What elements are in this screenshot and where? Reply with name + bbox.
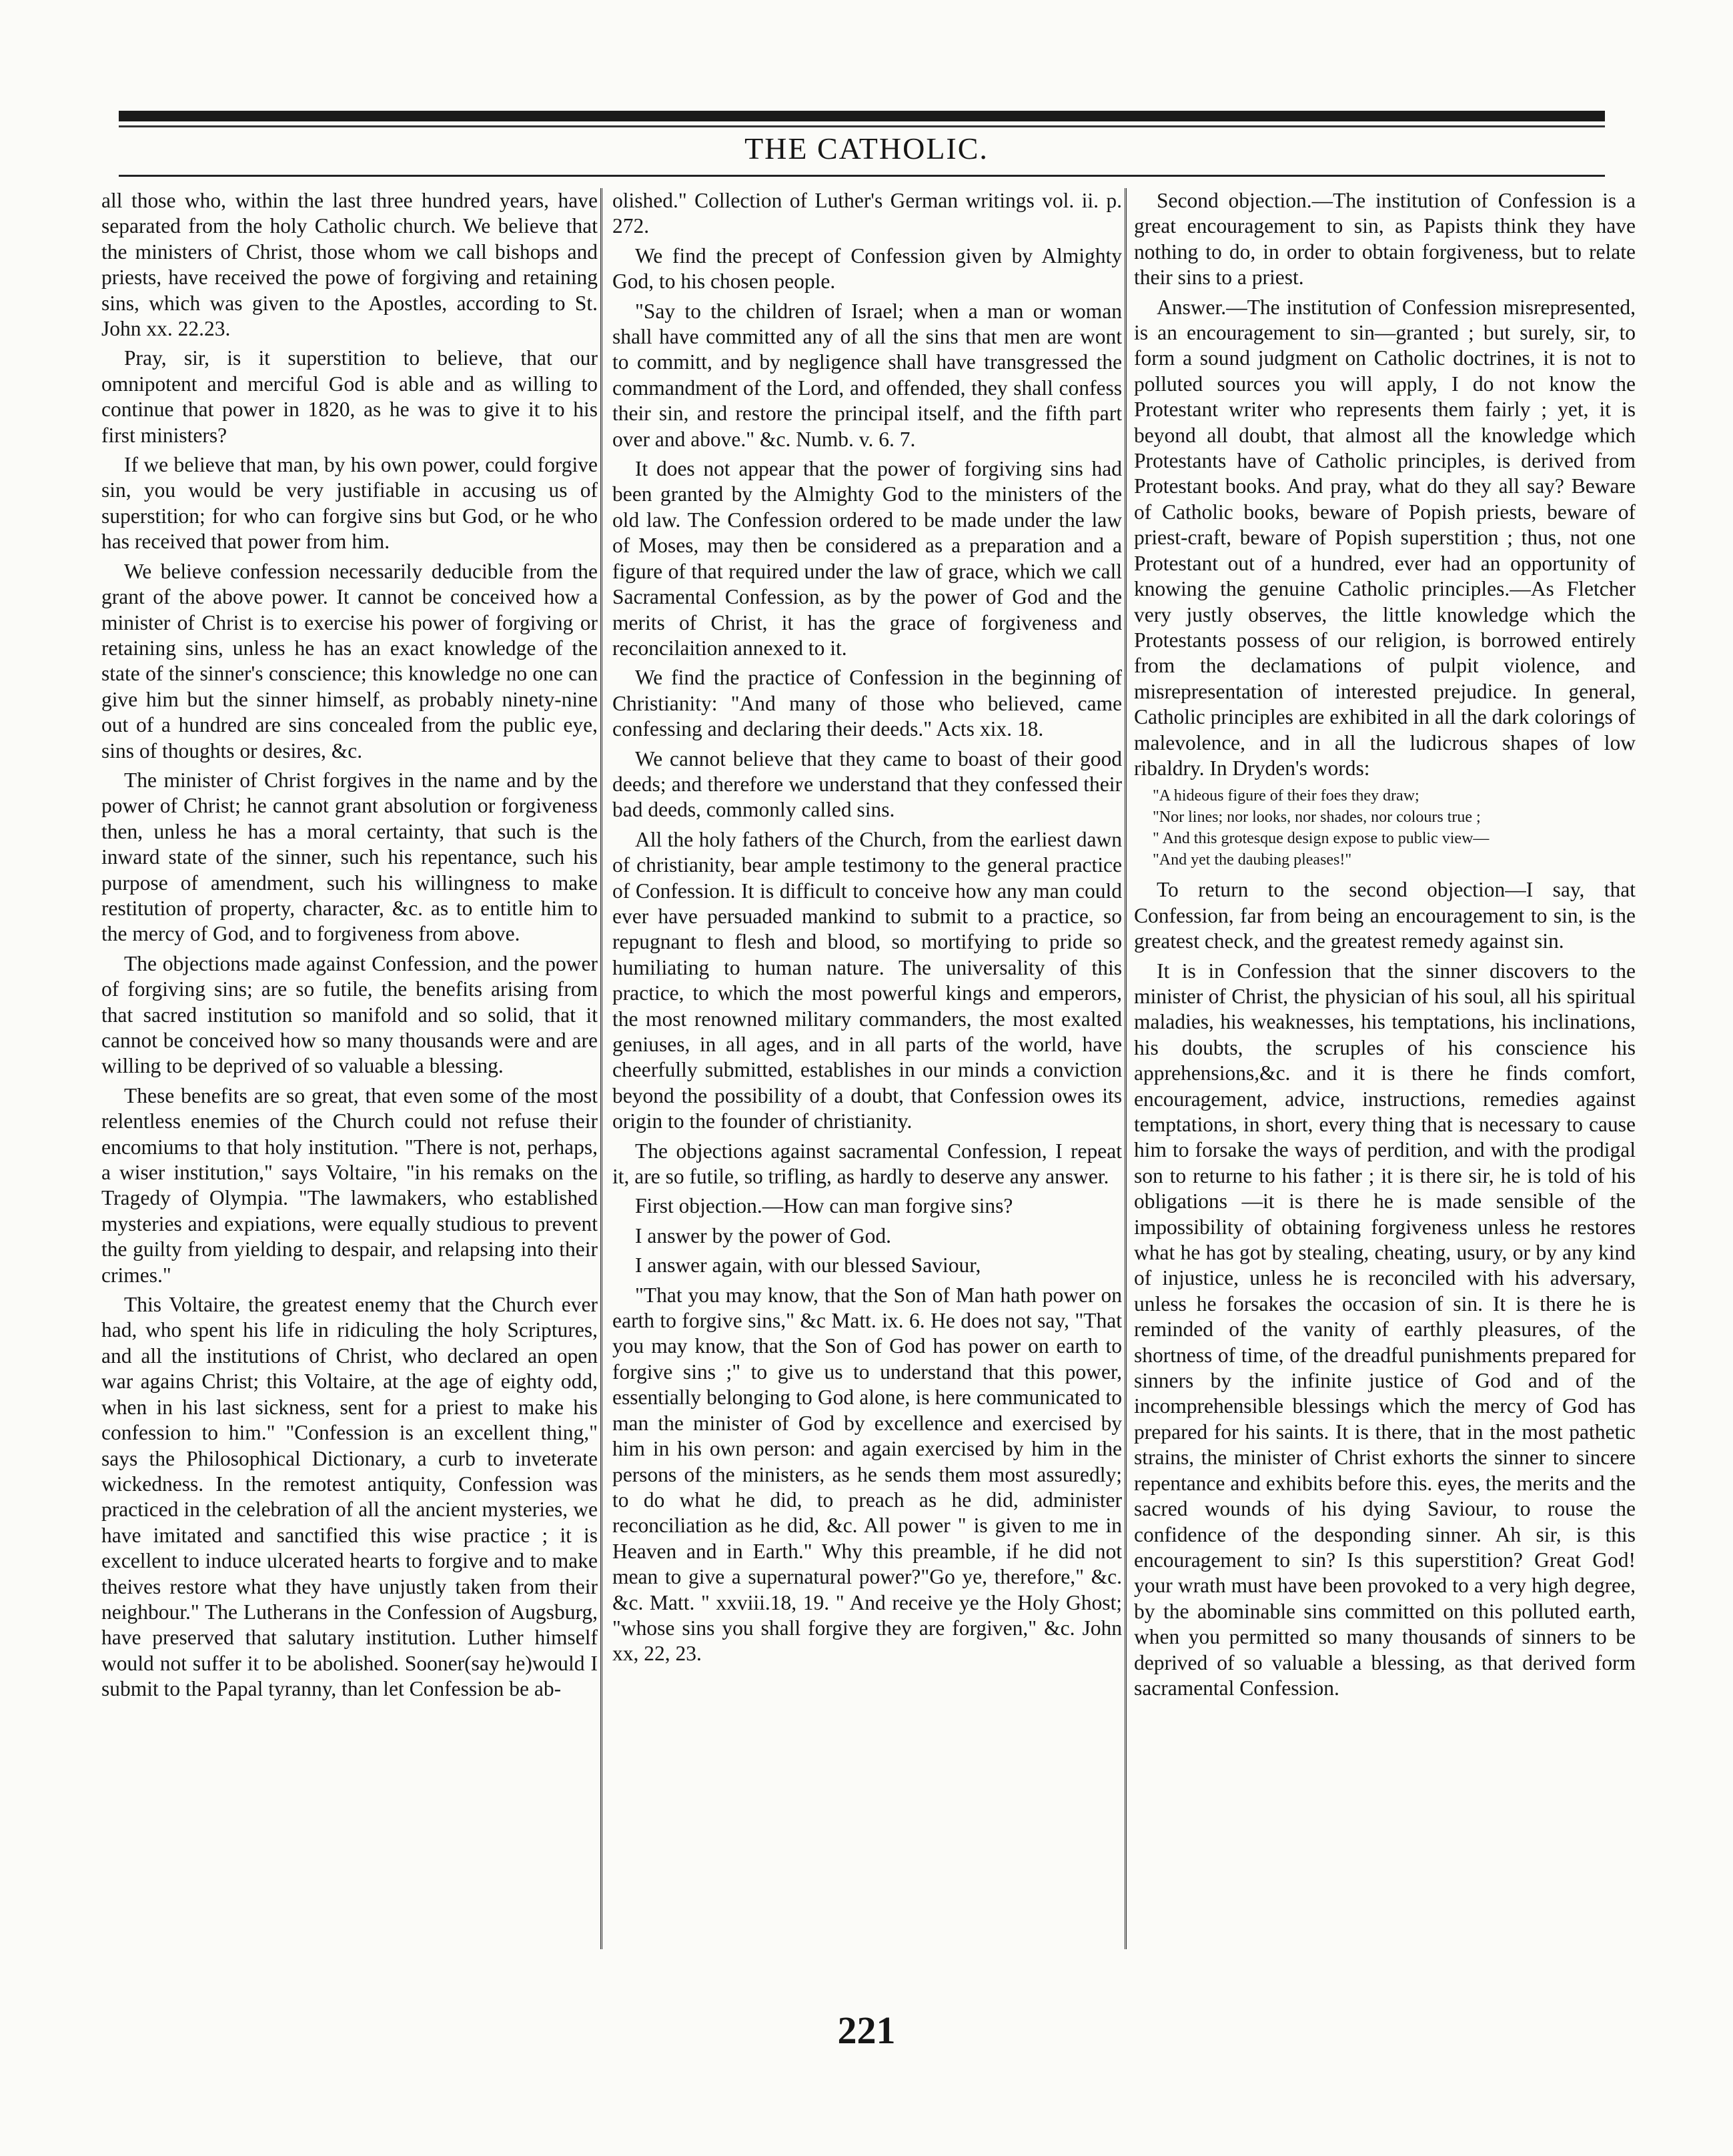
column-1 [101, 188, 598, 1956]
paragraph: It does not appear that the power of forgiving sins had been granted by the Almighty God to the ministers of the old law. The Confession ordered to be made under the law of Moses, may then be considered as a preparation and a figure of that required under the law of grace, which we call Sacramental Confession, as by the power of God and the merits of Christ, it has the grace of forgiveness and reconcilaition annexed to it. [612, 457, 1122, 660]
paragraph: I answer by the power of God. [635, 1223, 892, 1247]
quote-line: "A hideous figure of their foes they draw; [1153, 787, 1419, 805]
column-2 [612, 188, 1122, 1956]
paragraph: The objections made against Confession, and the power of forgiving sins; are so futile, the benefits arising from that sacred institution so manifold and so solid, that it cannot be conceived how so many thousands were and are willing to be deprived of so valuable a blessing. [101, 951, 598, 1078]
column-divider [600, 188, 605, 1949]
paragraph: "That you may know, that the Son of Man hath power on earth to forgive sins," &c Matt. ix. 6. He does not say, "That you may know, that the Son of God has power on earth to forgive sins ;" to give us to understand that this power, essentially belonging to God alone, is here communicated to man the minister of God by excellence and exercised by him in his own person: and again exercised by him in the persons of the ministers, as he sends them most assuredly; to do what he did, to preach as he did, administer reconciliation as he did, &c. All power " is given to me in Heaven and in Earth." Why this preamble, if he did not mean to give a supernatural power?"Go ye, therefore," &c. &c. Matt. " xxviii.18, 19. " And receive ye the Holy Ghost; "whose sins you shall forgive they are forgiven," &c. John xx, 22, 23. [612, 1283, 1122, 1666]
top-thin-rule [119, 125, 1605, 127]
header-rule [119, 175, 1605, 177]
paragraph: Pray, sir, is it superstition to believe, that our omnipotent and merciful God is able and as willing to continue that power in 1820, as he was to give it to his first ministers? [101, 346, 598, 447]
paragraph: This Voltaire, the greatest enemy that the Church ever had, who spent his life in ridiculing the holy Scriptures, and all the institutions of Christ, who declared an open war agains Christ; this Voltaire, at the age of eighty odd, when in his last sickness, sent for a priest to make his confession to him." "Confession is an excellent thing," says the Philosophical Dictionary, a curb to inveterate wickedness. In the remotest antiquity, Confession was practiced in the celebration of all the ancient mysteries, we have imitated and sanctified this wise practice ; it is excellent to induce ulcerated hearts to forgive and to make theives restore what they have unjustly taken from their neighbour." The Lutherans in the Confession of Augsburg, have preserved that salutary institution. Luther himself would not suffer it to be abolished. Sooner(say he)would I submit to the Papal tyranny, than let Confession be ab- [101, 1293, 598, 1701]
paragraph: We cannot believe that they came to boast of their good deeds; and therefore we understand that they confessed their bad deeds, commonly called sins. [612, 746, 1122, 822]
masthead-title: THE CATHOLIC. [744, 131, 989, 165]
paragraph: To return to the second objection—I say, that Confession, far from being an encouragement to sin, is the greatest check, and the greatest remedy against sin. [1134, 878, 1636, 953]
column-divider [1125, 188, 1129, 1949]
paragraph: We believe confession necessarily deducible from the grant of the above power. It cannot be conceived how a minister of Christ is to exercise his power of forgiving or retaining sins, unless he has an exact knowledge of the state of the sinner's conscience; this knowledge no one can give him but the sinner himself, as probably ninety-nine out of a hundred are sins concealed from the public eye, sins of thoughts or desires, &c. [101, 559, 598, 762]
quote-line: "Nor lines; nor looks, nor shades, nor colours true ; [1153, 808, 1481, 827]
paragraph: First objection.—How can man forgive sins? [635, 1194, 1013, 1218]
paragraph: The minister of Christ forgives in the name and by the power of Christ; he cannot grant absolution or forgiveness then, unless he has a moral certainty, that such is the inward state of the sinner, such his repentance, such his purpose of amendment, such his willingness to make restitution of property, character, &c. as to entitle him to the mercy of God, and to forgiveness from above. [101, 768, 598, 946]
quote-line: "And yet the daubing pleases!" [1153, 851, 1352, 869]
paragraph: All the holy fathers of the Church, from the earliest dawn of christianity, bear ample testimony to the general practice of Confession. It is difficult to conceive how any man could ever have persuaded mankind to submit to a practice, so repugnant to flesh and blood, so mortifying to pride so humiliating to human nature. The universality of this practice, to which the most powerful kings and emperors, the most renowned military commanders, the most exalted geniuses, in all ages, and in all parts of the world, have cheerfully submitted, establishes in our minds a conviction beyond the possibility of a doubt, that Confession owes its origin to the founder of christianity. [612, 827, 1122, 1133]
paragraph: These benefits are so great, that even some of the most relentless enemies of the Church could not refuse their encomiums to that holy institution. "There is not, perhaps, a wiser institution," says Voltaire, "in his remaks on the Tragedy of Olympia. "The lawmakers, who established mysteries and expiations, were equally studious to prevent the guilty from yielding to despair, and relapsing into their crimes." [101, 1083, 598, 1287]
paragraph: Second objection.—The institution of Confession is a great encouragement to sin, as Papists think they have nothing to do, in order to obtain forgiveness, but to relate their sins to a priest. [1134, 189, 1636, 290]
paragraph: It is in Confession that the sinner discovers to the minister of Christ, the physician of his soul, all his spiritual maladies, his weaknesses, his temptations, his inclinations, his doubts, the scruples of his conscience his apprehensions,&c. and it is there he finds comfort, encouragement, advice, instructions, remedies against temptations, in short, every thing that is necessary to cause him to forsake the ways of perdition, and with the prodigal son to returne to his father ; it is there sir, he is told of his obligations —it is there he is made sensible of the impossibility of obtaining forgiveness unless he restores what he has got by stealing, cheating, usury, or by any kind of injustice, unless he is reconciled with his adversary, unless he forsakes the occasion of sin. It is there he is reminded of the vanity of earthly pleasures, of the shortness of time, of the dreadful punishments prepared for sinners by the infinite justice of God and of the incomprehensible blessings which the mercy of God has prepared for his saints. It is there, that in the most pathetic strains, the minister of Christ exhorts the sinner to sincere repentance and exhibits before this. eyes, the merits and the sacred wounds of his dying Saviour, to rouse the confidence of the desponding sinner. Ah sir, is this encouragement to sin? Is this superstition? Great God! your wrath must have been provoked to a very high degree, by the abominable sins committed on this polluted earth, when you permitted so many thousands of sinners to be deprived of so valuable a blessing, as that derived form sacramental Confession. [1134, 959, 1636, 1700]
paragraph: olished." Collection of Luther's German writings vol. ii. p. 272. [612, 189, 1122, 238]
paragraph: If we believe that man, by his own power, could forgive sin, you would be very justifiable in accusing us of superstition; for who can forgive sins but God, or he who has received that power from him. [101, 453, 598, 554]
quote-line: " And this grotesque design expose to public view— [1153, 830, 1490, 848]
column-3 [1134, 188, 1636, 1956]
paragraph: I answer again, with our blessed Saviour, [635, 1253, 981, 1277]
dryden-quote [1153, 785, 1636, 871]
paragraph: "Say to the children of Israel; when a man or woman shall have committed any of all the sins that men are wont to committ, and by negligence shall have transgressed the commandment of the Lord, and offended, they shall confess their sin, and restore the principal itself, and the fifth part over and above." &c. Numb. v. 6. 7. [612, 299, 1122, 451]
paragraph: We find the practice of Confession in the beginning of Christianity: "And many of those who believed, came confessing and declaring their deeds." Acts xix. 18. [612, 666, 1122, 741]
paragraph: Answer.—The institution of Confession misrepresented, is an encouragement to sin—granted ; but surely, sir, to form a sound judgment on Catholic doctrines, it is not to polluted sources you will apply, I do not know the Protestant writer who represents them fairly ; yet, it is beyond all doubt, that almost all the knowledge which Protestants have of Catholic principles, is derived from Protestant books. And pray, what do they all say? Beware of Catholic books, beware of Popish priests, beware of priest-craft, beware of Popish superstition ; thus, not one Protestant out of a hundred, ever had an opportunity of knowing the genuine Catholic principles.—As Fletcher very justly observes, the little knowledge which the Protestants possess of our religion, is borrowed entirely from the declamations of pulpit violence, and misrepresentation of interested prejudice. In general, Catholic principles are exhibited in all the dark colorings of malevolence, and in all the ludicrous shapes of low ribaldry. In Dryden's words: [1134, 295, 1636, 780]
paragraph: The objections against sacramental Confession, I repeat it, are so futile, so trifling, as hardly to deserve any answer. [612, 1139, 1122, 1189]
page-number: 221 [837, 2009, 896, 2052]
paragraph: all those who, within the last three hundred years, have separated from the holy Catholic church. We believe that the ministers of Christ, those whom we call bishops and priests, have received the powe of forgiving and retaining sins, which was given to the Apostles, according to St. John xx. 22.23. [101, 189, 598, 341]
top-thick-rule [119, 111, 1605, 121]
paragraph: We find the precept of Confession given by Almighty God, to his chosen people. [612, 243, 1122, 294]
